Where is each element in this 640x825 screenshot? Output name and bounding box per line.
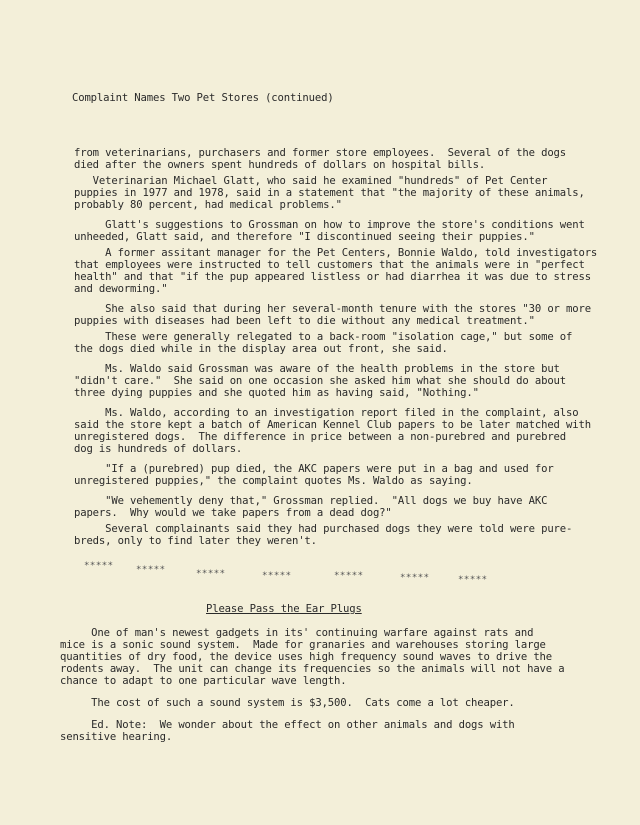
separator-stars: *****	[84, 561, 114, 571]
text-line: The cost of such a sound system is $3,500. Cats come a lot cheaper.	[60, 697, 515, 709]
text-line: dog is hundreds of dollars.	[74, 443, 243, 455]
separator-stars: *****	[400, 573, 430, 583]
text-line: sensitive hearing.	[60, 731, 173, 743]
text-line: rodents away. The unit can change its frequencies so the animals will not have a	[60, 663, 565, 675]
text-line: Glatt's suggestions to Grossman on how to improve the store's conditions went	[74, 219, 585, 231]
article-subheading: Please Pass the Ear Plugs	[206, 603, 362, 615]
text-line: from veterinarians, purchasers and former store employees. Several of the dogs	[74, 147, 567, 159]
separator-stars: *****	[262, 571, 292, 581]
text-line: said the store kept a batch of American Kennel Club papers to be later matched with	[74, 419, 591, 431]
text-line: died after the owners spent hundreds of dollars on hospital bills.	[74, 159, 486, 171]
text-line: mice is a sonic sound system. Made for granaries and warehouses storing large	[60, 639, 546, 651]
text-line: A former assitant manager for the Pet Centers, Bonnie Waldo, told investigators	[74, 247, 598, 259]
text-line: One of man's newest gadgets in its' continuing warfare against rats and	[60, 627, 534, 639]
text-line: three dying puppies and she quoted him as having said, "Nothing."	[74, 387, 479, 399]
text-line: She also said that during her several-month tenure with the stores "30 or more	[74, 303, 591, 315]
separator-stars: *****	[196, 569, 226, 579]
separator-stars: *****	[334, 571, 364, 581]
text-line: Ed. Note: We wonder about the effect on other animals and dogs with	[60, 719, 515, 731]
text-line: These were generally relegated to a back-room "isolation cage," but some of	[74, 331, 573, 343]
text-line: unregistered dogs. The difference in price between a non-purebred and purebred	[74, 431, 567, 443]
text-line: that employees were instructed to tell customers that the animals were in "perfect	[74, 259, 585, 271]
text-line: probably 80 percent, had medical problems."	[74, 199, 342, 211]
text-line: "didn't care." She said on one occasion she asked him what she should do about	[74, 375, 567, 387]
separator-stars: *****	[136, 565, 166, 575]
text-line: unheeded, Glatt said, and therefore "I discontinued seeing their puppies."	[74, 231, 535, 243]
text-line: Ms. Waldo, according to an investigation report filed in the complaint, also	[74, 407, 579, 419]
text-line: Veterinarian Michael Glatt, who said he examined "hundreds" of Pet Center	[74, 175, 548, 187]
text-line: health" and that "if the pup appeared listless or had diarrhea it was due to stress	[74, 271, 591, 283]
text-line: puppies with diseases had been left to die without any medical treatment."	[74, 315, 535, 327]
text-line: papers. Why would we take papers from a dead dog?"	[74, 507, 392, 519]
text-line: chance to adapt to one particular wave length.	[60, 675, 347, 687]
text-line: Ms. Waldo said Grossman was aware of the health problems in the store but	[74, 363, 560, 375]
text-line: and deworming."	[74, 283, 168, 295]
text-line: unregistered puppies," the complaint quotes Ms. Waldo as saying.	[74, 475, 473, 487]
text-line: breds, only to find later they weren't.	[74, 535, 317, 547]
separator-stars: *****	[458, 575, 488, 585]
text-line: "If a (purebred) pup died, the AKC papers were put in a bag and used for	[74, 463, 554, 475]
text-line: Several complainants said they had purchased dogs they were told were pure-	[74, 523, 573, 535]
text-line: the dogs died while in the display area out front, she said.	[74, 343, 448, 355]
text-line: quantities of dry food, the device uses high frequency sound waves to drive the	[60, 651, 553, 663]
page-header: Complaint Names Two Pet Stores (continued)	[72, 92, 334, 104]
text-line: puppies in 1977 and 1978, said in a statement that "the majority of these animals,	[74, 187, 585, 199]
text-line: "We vehemently deny that," Grossman replied. "All dogs we buy have AKC	[74, 495, 548, 507]
